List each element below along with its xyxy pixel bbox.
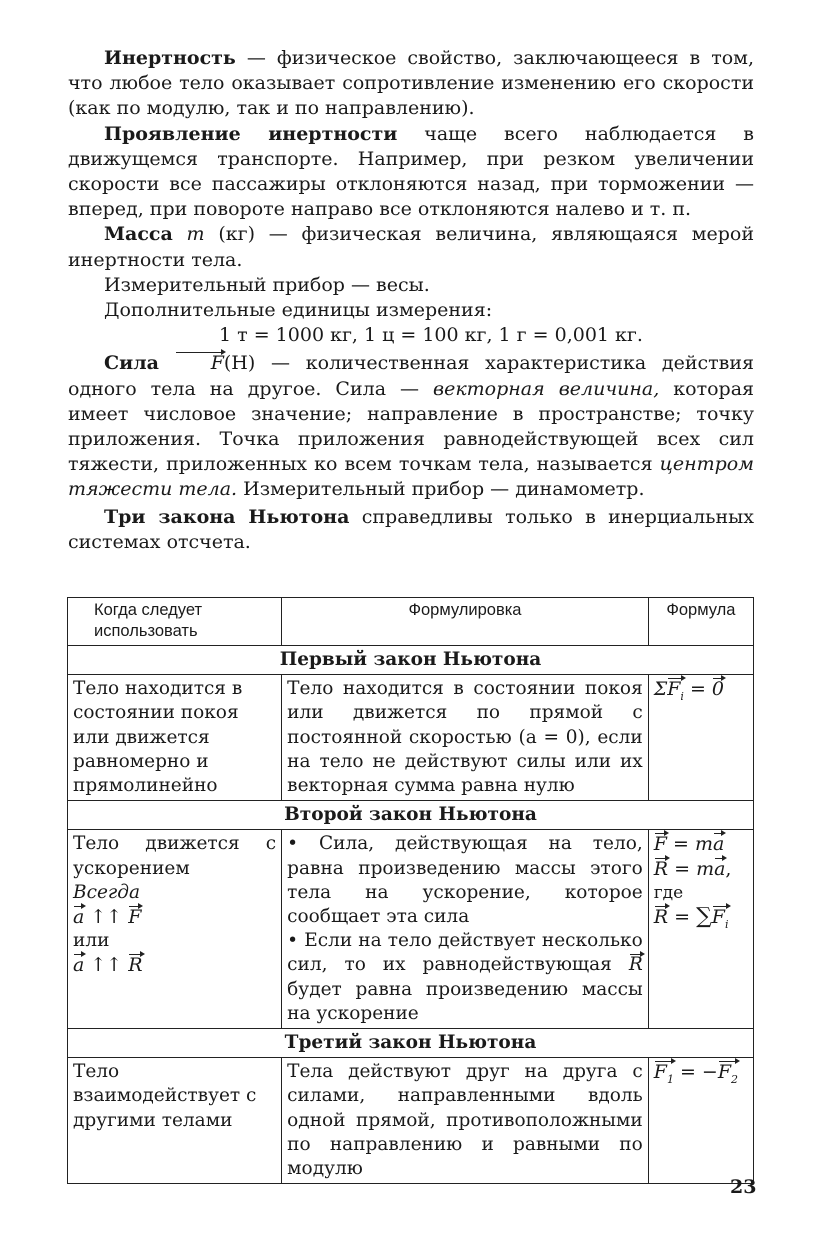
newton-paragraph <box>68 505 754 555</box>
codirectional-arrows: ↑↑ <box>90 906 123 929</box>
equals: = <box>668 906 697 929</box>
header-formulation: Формулировка <box>282 598 649 646</box>
law2-bullet-2-text-a: Если на тело действует несколько сил, то их равнодействующая <box>287 930 643 976</box>
force-1-vector: $F_1$ <box>654 1060 674 1092</box>
mass-symbol: m <box>696 857 715 880</box>
law3-text: Тела действуют друг на друга с силами, направленными вдоль одной прямой, противоположными по направлению и равными по модулю <box>282 1058 649 1184</box>
manifestation-text: чаще всего наблюдается в движущемся транспорте. Например, при резком увеличении скорости все пассажиры отклоняются назад, при торможении — вперед, при повороте направо все отклоняются налево и т. п. <box>68 122 754 221</box>
mass-symbol: m <box>186 223 205 246</box>
header-when: Когда следует использовать <box>68 598 282 646</box>
law2-when <box>68 830 282 1029</box>
force-vector: $F_i$ <box>667 677 684 709</box>
force-italic-1: векторная величина, <box>433 377 660 400</box>
newton-term: Три закона Ньютона <box>104 505 350 528</box>
law1-text: Тело находится в состоянии покоя или движется по прямой с постоянной скоростью (a = 0), если на тело не действуют силы или их векторная сумма равна нулю <box>282 675 649 801</box>
units-line: 1 т = 1000 кг, 1 ц = 100 кг, 1 г = 0,001 кг. <box>219 324 643 347</box>
force-vector-symbol: F <box>175 351 224 376</box>
force-paragraph <box>68 351 754 502</box>
law3-title-row <box>68 1029 754 1058</box>
law2-always: Всегда <box>73 881 141 903</box>
law2-row <box>68 830 754 1029</box>
law2-a-parallel-f <box>73 905 276 929</box>
force-text-1: — количественная характеристика действия одного тела на другое. Сила — <box>68 352 755 400</box>
acceleration-vector: a <box>714 857 726 880</box>
force-text-3: Измерительный прибор — динамометр. <box>237 478 645 501</box>
instrument-line: Измерительный прибор — весы. <box>104 273 430 296</box>
inertia-term: Инертность <box>104 47 236 69</box>
force-term: Сила <box>104 352 159 375</box>
equals-minus: = − <box>673 1061 718 1084</box>
law3-when: Тело взаимодействует с другими телами <box>68 1058 282 1184</box>
force-vector: $F_i$ <box>712 905 729 937</box>
mass-text: (кг) — физическая величина, являющаяся мерой инертности тела. <box>68 223 754 271</box>
resultant-vector: R <box>653 906 669 929</box>
law2-bullet-1-text: Сила, действующая на тело, равна произведению массы этого тела на ускорение, которое сообщает эта сила <box>287 833 643 928</box>
law3-row <box>68 1058 754 1184</box>
force-unit: (Н) <box>223 352 256 375</box>
law3-formula <box>648 1058 753 1184</box>
force-vector: F <box>653 833 667 856</box>
law2-when-text: Тело движется с ускорением <box>73 833 277 879</box>
law2-title-row <box>68 801 754 830</box>
sum-symbol: ∑ <box>696 904 712 930</box>
manifestation-paragraph <box>68 122 754 223</box>
law3-title: Третий закон Ньютона <box>68 1029 754 1058</box>
sum-symbol: Σ <box>653 678 668 701</box>
formula-f-ma <box>654 832 748 856</box>
equals: = <box>668 857 697 880</box>
force-2-vector: $F_2$ <box>718 1060 738 1092</box>
newton-laws-table <box>67 597 754 1184</box>
resultant-vector: R <box>128 954 143 977</box>
mass-symbol: m <box>694 833 713 856</box>
inertia-paragraph <box>68 46 754 122</box>
inertia-definition: — физическое свойство, заключающееся в том, что любое тело оказывает сопротивление изменению его скорости (как по модулю, так и по направлению). <box>68 47 754 120</box>
force-vector: F <box>128 906 142 929</box>
equals: = <box>666 833 695 856</box>
comma: , <box>725 857 732 880</box>
law2-bullet-2: • Если на тело действует несколько сил, то их равнодействующая R будет равна произведению массы на ускорение <box>287 930 643 1024</box>
manifestation-term: Проявление инертности <box>104 122 398 145</box>
table-header-row <box>68 598 754 646</box>
law2-bullet-2-text-b: будет равна произведению массы на ускорение <box>287 978 643 1024</box>
law1-title: Первый закон Ньютона <box>68 646 754 675</box>
page-number: 23 <box>730 1176 757 1198</box>
law2-title: Второй закон Ньютона <box>68 801 754 830</box>
law2-or: или <box>73 930 110 952</box>
force-text-2: которая имеет числовое значение; направление в пространстве; точку приложения. Точка приложения равнодействующей всех сил тяжести, приложенных ко всем точкам тела, называется <box>68 377 755 476</box>
text-block <box>68 46 754 555</box>
resultant-vector: R <box>653 857 669 880</box>
law1-formula <box>648 675 753 801</box>
formula-r-ma <box>654 857 748 881</box>
law2-a-parallel-r <box>73 953 276 977</box>
acceleration-vector: a <box>73 906 85 929</box>
resultant-vector: R <box>629 953 643 977</box>
newton-text: справедливы только в инерциальных системах отсчета. <box>68 505 754 553</box>
mass-term: Масса <box>104 223 173 246</box>
zero-vector: 0 <box>711 678 724 701</box>
extra-units-line: Дополнительные единицы измерения: <box>104 299 493 322</box>
where-word: где <box>653 882 684 903</box>
codirectional-arrows: ↑↑ <box>90 954 123 977</box>
equals: = <box>683 678 712 701</box>
law2-bullet-1: • Сила, действующая на тело, равна произведению массы этого тела на ускорение, которое сообщает эта сила <box>287 833 643 928</box>
law1-row <box>68 675 754 801</box>
law1-title-row <box>68 646 754 675</box>
header-formula: Формула <box>648 598 753 646</box>
formula-r-sum <box>654 905 748 937</box>
law2-text <box>282 830 649 1029</box>
acceleration-vector: a <box>712 833 725 856</box>
mass-paragraph <box>68 222 754 272</box>
acceleration-vector: a <box>73 954 85 977</box>
law1-when: Тело находится в состоянии покоя или движется равномерно и прямолинейно <box>68 675 282 801</box>
law2-formula <box>648 830 753 1029</box>
force-italic-2: центром тяжести тела. <box>68 453 754 501</box>
